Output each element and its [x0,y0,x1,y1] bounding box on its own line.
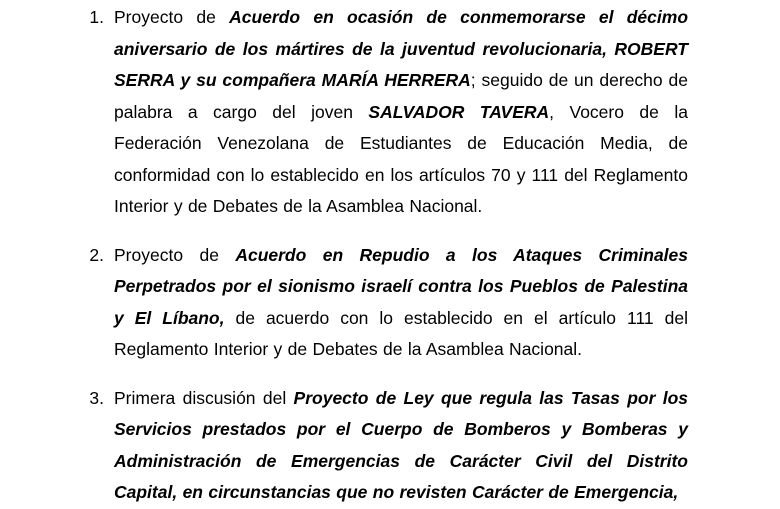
list-item-marker: 1. [89,7,104,27]
list-item-marker: 3. [89,387,104,408]
text-run: Proyecto de Ley que regula las Tasas por los Servicios prestados por el Cuerpo de Bomberos y Bomberas y Administración de Emergencias de Carácter Civil del Distrito Capital, en circunstancias que no revisten Carácter de Emergencia, [114,387,689,502]
text-run: Acuerdo en ocasión de conmemorarse el décimo aniversario de los mártires de la juventud revolucionaria, ROBERT SERRA y su compañera MARÍA HERRERA [114,7,689,90]
text-run: , Vocero de la Federación Venezolana de Estudiantes de Educación Media, de conformidad con lo establecido en los artículos 70 y 111 del Reglamento Interior y de Debates de la Asamblea Nacional. [114,101,688,216]
text-run: Primera discusión del [114,387,294,408]
list-item-text [114,240,688,366]
text-run: Proyecto de [114,244,236,265]
list-item-text [114,2,688,223]
text-run: Proyecto de [114,7,230,27]
list-item [78,383,688,509]
agenda-list [78,2,688,509]
text-run: ; seguido de un derecho de palabra a cargo del joven [114,70,688,122]
list-item-marker: 2. [89,244,104,265]
list-item [78,240,688,366]
text-run: Acuerdo en Repudio a los Ataques Criminales Perpetrados por el sionismo israelí contra los Pueblos de Palestina y El Líbano, [114,244,689,328]
text-run: SALVADOR TAVERA [368,101,550,122]
list-item [78,2,688,223]
text-run: de acuerdo con lo establecido en el artículo 111 del Reglamento Interior y de Debates de la Asamblea Nacional. [114,307,688,359]
list-item-text [114,383,688,509]
